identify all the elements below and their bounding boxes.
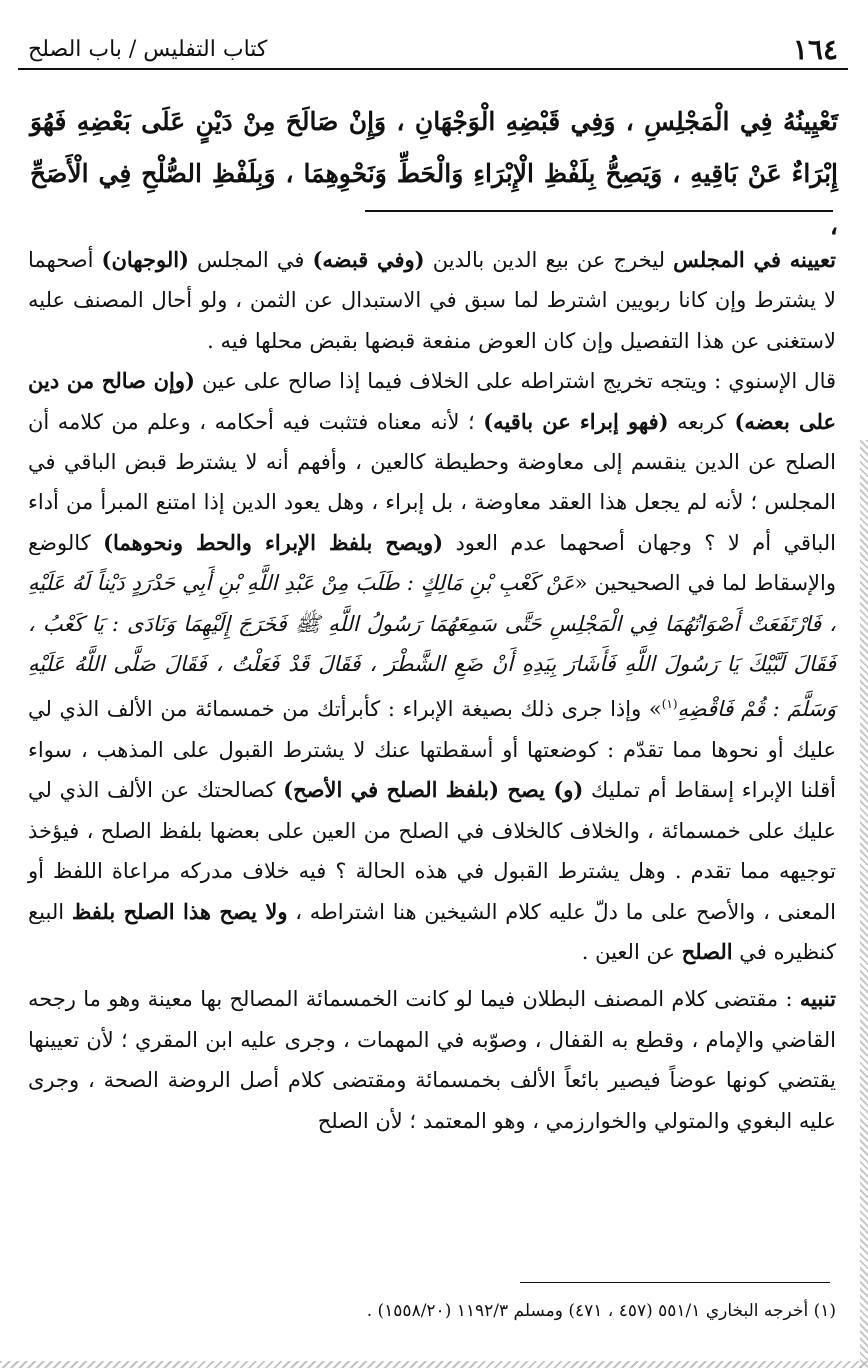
matn-separator bbox=[365, 210, 833, 212]
commentary-paragraph-1 bbox=[28, 240, 836, 361]
text-run: » وإذا جرى ذلك بصيغة الإبراء : كأبرأتك من خمسمائة من الألف الذي لي عليك أو نحوها مما تقدّم : كوضعتها أو أسقطتها عنك لا يشترط القبول على المذهب ، سواء أقلنا الإبراء إسقاط أم تمليك bbox=[28, 697, 837, 803]
commentary-paragraph-3 bbox=[28, 979, 836, 1141]
footnote-text: أخرجه البخاري ٥٥١/١ (٤٥٧ ، ٤٧١) ومسلم ١١٩٢/٣ (١٥٥٨/٢٠) . bbox=[366, 1301, 814, 1321]
text-run: عن العين . bbox=[581, 939, 682, 964]
matn-text bbox=[30, 96, 838, 252]
footnote-reference[interactable]: (١) bbox=[661, 697, 678, 712]
scan-edge-pattern bbox=[860, 440, 868, 1368]
bold-term: الصلح bbox=[681, 938, 733, 964]
bold-term: ولا يصح هذا الصلح بلفظ bbox=[71, 898, 288, 924]
footnote-separator bbox=[520, 1282, 830, 1283]
footnote-mark: (١) bbox=[813, 1301, 836, 1321]
text-run: في المجلس bbox=[188, 248, 313, 272]
text-run: كربعه bbox=[668, 409, 735, 434]
bold-term: (ويصح بلفظ الإبراء والحط ونحوهما) bbox=[103, 529, 444, 555]
bold-term: (و) يصح (بلفظ الصلح في الأصح) bbox=[283, 777, 584, 803]
hadith-quote: عَنْ كَعْبِ بْنِ مَالِكٍ : طَلَبَ مِنْ عَبْدِ اللَّهِ بْنِ أَبِي حَدْرَدٍ دَيْناً لَهُ عَلَيْهِ ، فَارْتَفَعَتْ أَصْوَاتُهُمَا فِي الْمَجْلِسِ حَتَّى سَمِعَهُمَا رَسُولُ اللَّهِ ﷺ فَخَرَجَ إِلَيْهِمَا وَنَادَى : يَا كَعْبُ ، فَقَالَ لَبَّيْكَ يَا رَسُولَ اللَّهِ فَأَشَارَ بِيَدِهِ أَنْ ضَعِ الشَّطْرَ ، فَقَالَ قَدْ فَعَلْتُ ، فَقَالَ صَلَّى اللَّهُ عَلَيْهِ وَسَلَّمَ : قُمْ فَاقْضِهِ bbox=[28, 571, 836, 722]
bold-term: تعيينه في المجلس bbox=[673, 247, 836, 272]
running-title: كتاب التفليس / باب الصلح bbox=[28, 36, 268, 62]
page-header bbox=[18, 30, 848, 70]
commentary-text bbox=[28, 240, 836, 1141]
text-run: ؛ لأنه معناه فتثبت فيه أحكامه ، وعلم من كلامه أن الصلح عن الدين ينقسم إلى معاوضة وحطيطة كالعين ، وأفهم أنه لا يشترط قبض الباقي في المجلس ؛ لأنه لم يجعل هذا العقد معاوضة ، بل إبراء ، وهل يعود الدين إذا امتنع المبرأ من أداء الباقي أم لا ؟ وجهان أصحهما عدم العود bbox=[28, 409, 836, 555]
bold-term: (الوجهان) bbox=[101, 247, 189, 272]
bold-term: (وإن صالح من دين على بعضه) bbox=[28, 368, 836, 434]
text-run: أصحهما لا يشترط وإن كانا ربويين اشترط لما سبق في الاستبدال عن الثمن ، ولو أحال المصنف عليه لاستغنى عن هذا التفصيل وإن كان العوض منفعة قبضها بقبض محلها فيه . bbox=[28, 248, 836, 353]
scan-bottom-pattern bbox=[0, 1361, 868, 1368]
page-number: ١٦٤ bbox=[792, 32, 838, 66]
commentary-paragraph-2 bbox=[28, 361, 836, 972]
text-run: البيع كنظيره في bbox=[28, 899, 836, 964]
text-run: : مقتضى كلام المصنف البطلان فيما لو كانت الخمسمائة المصالح بها معينة وهو ما رجحه القاضي والإمام ، وقطع به القفال ، وصوّبه في المهمات ، وجرى عليه ابن المقري ؛ لأن تعيينها يقتضي كونها عوضاً فيصير بائعاً الألف بخمسمائة ومقتضى كلام أصل الروضة الصحة ، وجرى عليه البغوي والمتولي والخوارزمي ، وهو المعتمد ؛ لأن الصلح bbox=[28, 987, 836, 1133]
text-run: كالوضع والإسقاط لما في الصحيحين « bbox=[28, 530, 837, 596]
bold-term: تنبيه bbox=[799, 986, 836, 1012]
text-run: قال الإسنوي : ويتجه تخريج اشتراطه على الخلاف فيما إذا صالح على عين bbox=[194, 369, 836, 394]
bold-term: (وفي قبضه) bbox=[312, 247, 425, 272]
bold-term: (فهو إبراء عن باقيه) bbox=[483, 408, 669, 434]
text-run: كصالحتك عن الألف الذي لي عليك على خمسمائة ، والخلاف كالخلاف في الصلح من العين على بعضها بلفظ الصلح ، فيؤخذ توجيهه مما تقدم . وهل يشترط القبول في هذه الحالة ؟ فيه خلاف مدركه مراعاة اللفظ أو المعنى ، والأصح على ما دلّ عليه كلام الشيخين هنا اشتراطه ، bbox=[28, 778, 836, 924]
matn-paragraph: تَعْيِينُهُ فِي الْمَجْلِسِ ، وَفِي قَبْضِهِ الْوَجْهَانِ ، وَإِنْ صَالَحَ مِنْ دَيْنٍ عَلَى بَعْضِهِ فَهُوَ إِبْرَاءٌ عَنْ بَاقِيهِ ، وَيَصِحُّ بِلَفْظِ الْإِبْرَاءِ وَالْحَطِّ وَنَحْوِهِمَا ، وَبِلَفْظِ الصُّلْحِ فِي الْأَصَحِّ ، bbox=[30, 107, 838, 240]
text-run: ليخرج عن بيع الدين بالدين bbox=[424, 248, 674, 272]
footnote bbox=[30, 1296, 836, 1326]
